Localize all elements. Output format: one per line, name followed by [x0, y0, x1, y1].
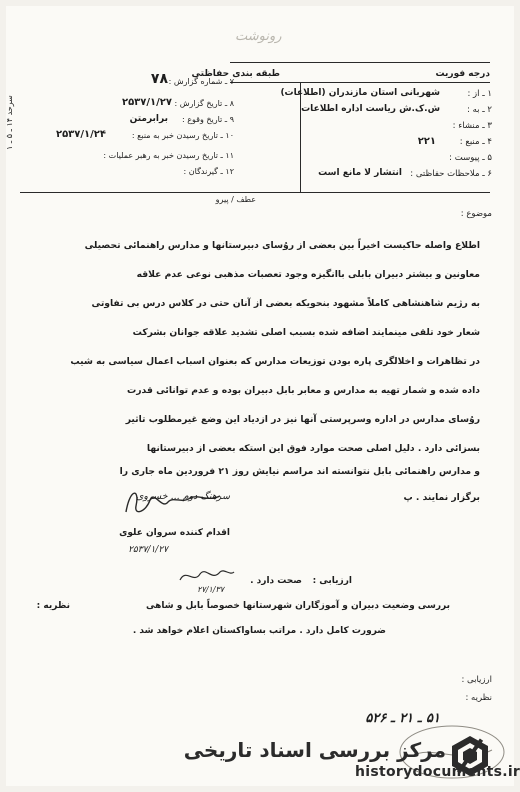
- header-divider: [300, 82, 301, 192]
- body-line: معاونین و بیشتر دبیران بابلی باانگیزه وجود تعصبات مذهبی نوعی عدم علاقه: [136, 269, 480, 280]
- field-report-no-label: ۷ ـ شماره گزارش :: [168, 77, 234, 86]
- body-line: داده شده و شمار تهیه به مدارس و معابر بابل دبیران بوده و عدم توانائی قدرت: [127, 385, 480, 396]
- classification-label: طبقه بندی حفاظتی: [191, 69, 280, 79]
- field-security-label: ۶ ـ ملاحظات حفاظتی :: [410, 169, 492, 179]
- evaluation-initials: ۲۷/۱/۳۷: [197, 585, 224, 594]
- field-to-value: ش.ک.ش ریاست اداره اطلاعات: [301, 104, 440, 114]
- reference-label: عطف / پیرو: [215, 195, 256, 204]
- body-line: اطلاع واصله حاکیست اخیراً بین بعضی از روُسای دبیرستانها و مدارس راهنمائی تحصیلی: [84, 240, 480, 251]
- opinion-line-2: ضرورت کامل دارد . مراتب بساواکستان اعلام خواهد شد .: [132, 626, 386, 636]
- signature-scribble: [116, 482, 226, 522]
- document-paper: [6, 6, 514, 786]
- field-ops-receipt-label: ۱۱ ـ تاریخ رسیدن خبر به رهبر عملیات :: [103, 151, 234, 160]
- field-report-date-value: ۲۵۳۷/۱/۲۷: [121, 97, 172, 108]
- field-event-date-label: ۹ ـ تاریخ وقوع :: [181, 115, 234, 124]
- lower-opinion-label: نظریه :: [465, 693, 492, 703]
- evaluation-value: صحت دارد .: [250, 576, 302, 586]
- field-report-date-label: ۸ ـ تاریخ گزارش :: [174, 99, 234, 108]
- field-report-no-value: ۷۸: [150, 71, 168, 87]
- field-event-date-value: برابرمتن: [129, 114, 168, 124]
- margin-note: سرحد ۱۴ ـ ۵ ـ ۱: [5, 95, 14, 150]
- body-line: بسزائی دارد . دلیل اصلی صحت موارد فوق این استکه بعضی از دبیرستانها: [146, 443, 480, 454]
- evaluation-label: ارزیابی :: [312, 576, 352, 586]
- field-source-receipt-label: ۱۰ ـ تاریخ رسیدن خبر به منبع :: [131, 131, 234, 140]
- body-line: به رژیم شاهنشاهی کاملاً مشهود بنحویکه بعضی از آنان حتی در کلاس درس بی تفاوتی: [91, 298, 480, 309]
- field-recipients-label: ۱۲ ـ گیرندگان :: [183, 167, 234, 176]
- urgency-label: درجه فوریت: [435, 69, 490, 79]
- header-sub-rule: [230, 82, 490, 83]
- watermark-title: مرکز بررسی اسناد تاریخی: [183, 738, 446, 762]
- header-bottom-rule: [20, 192, 490, 193]
- field-to-label: ۲ ـ به :: [467, 105, 492, 115]
- opinion-label: نظریه :: [36, 601, 70, 611]
- body-line: روُسای مدارس در اداره وسرپرستی آنها نیز در ازدیاد این وضع غیرمطلوب تاثیر: [125, 414, 480, 425]
- body-line: شعار خود تلقی مینمایند اضافه شده بسبب اصلی تشدید علاقه جوانان بشرکت: [132, 327, 480, 338]
- field-security-value: انتشار لا مانع است: [318, 168, 402, 178]
- field-source-value: ۲۲۱: [417, 136, 436, 147]
- body-line: برگزار نمایند . پ: [403, 492, 480, 503]
- top-scribble: رونوشت: [235, 29, 282, 44]
- watermark-url: historydocuments.ir: [355, 764, 520, 780]
- archive-number: ۵۱ ـ ۲۱ ـ ۵۲۶: [365, 711, 440, 726]
- subject-label: موضوع :: [460, 209, 492, 219]
- signature-name: سرهنگ دوم ... خسروی: [135, 491, 230, 502]
- signature-action-line: اقدام کننده سروان علوی: [119, 528, 230, 538]
- field-source-label: ۴ ـ منبع :: [459, 137, 492, 147]
- field-from-label: ۱ ـ از :: [467, 89, 492, 99]
- header-top-rule: [230, 62, 490, 63]
- field-source-receipt-value: ۲۵۳۷/۱/۲۴: [55, 129, 106, 140]
- lower-evaluation-label: ارزیابی :: [461, 675, 492, 685]
- field-from-value: شهربانی استان مازندران (اطلاعات): [280, 88, 440, 98]
- body-line: و مدارس راهنمائی بابل نتوانسته اند مراسم نیایش روز ۲۱ فروردین ماه جاری را: [119, 466, 480, 477]
- signature-date: ۲۵۳۷/۱/۲۷: [128, 545, 168, 555]
- opinion-line-1: بررسی وضعیت دبیران و آموزگاران شهرستانها خصوصاً بابل و شاهی: [146, 601, 450, 611]
- field-attachment-label: ۵ ـ پیوست :: [449, 153, 492, 163]
- body-line: در تظاهرات و اخلالگری پاره بودن توزیعات مدارس که بعنوان اسباب اعمال سیاسی به شیب: [70, 356, 480, 367]
- field-origin-label: ۳ ـ منشاء :: [452, 121, 492, 131]
